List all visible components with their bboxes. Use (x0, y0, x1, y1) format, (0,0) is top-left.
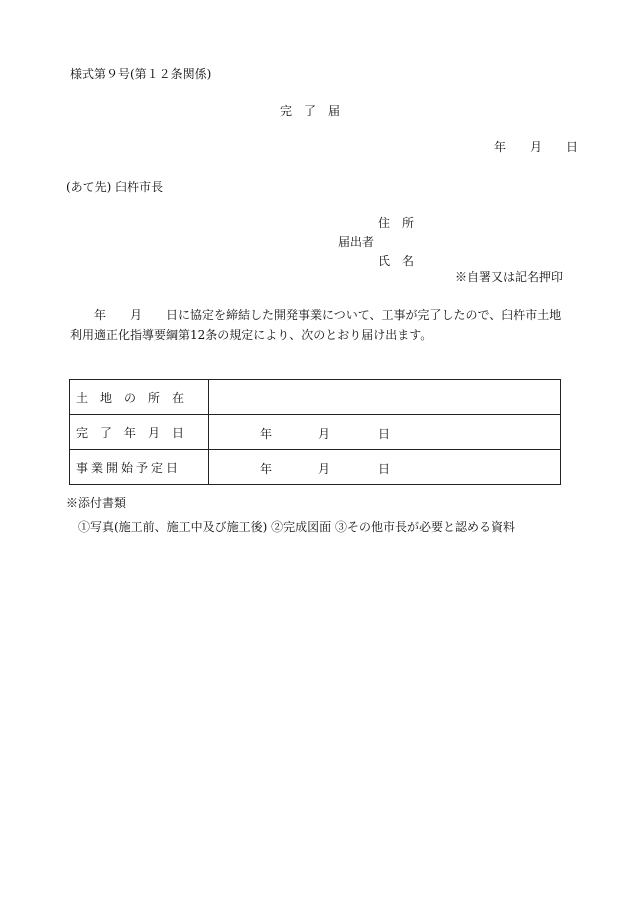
completion-date-label: 完 了 年 月 日 (70, 415, 209, 450)
body-text: 年 月 日に協定を締結した開発事業について、工事が完了したので、臼杵市土地利用適正化指導要綱第12条の規定により、次のとおり届け出ます。 (70, 308, 562, 342)
completion-date-value (209, 415, 561, 450)
addressee: (あて先) 臼杵市長 (66, 180, 164, 194)
day-text: 日 (378, 462, 391, 476)
year-text: 年 (260, 462, 273, 476)
month-text: 月 (318, 427, 331, 441)
form-number: 様式第９号(第１２条関係) (70, 67, 212, 81)
attachments-list: ①写真(施工前、施工中及び施工後) ②完成図面 ③その他市長が必要と認める資料 (78, 520, 515, 534)
address-label: 住 所 (378, 216, 415, 230)
info-table (69, 379, 561, 485)
name-label: 氏 名 (378, 254, 415, 268)
document-title: 完 了 届 (280, 104, 341, 118)
day-text: 日 (378, 427, 391, 441)
month-text: 月 (318, 462, 331, 476)
table-row (70, 415, 561, 450)
location-label: 土 地 の 所 在 (70, 380, 209, 415)
year-text: 年 (260, 427, 273, 441)
signature-note: ※自署又は記名押印 (455, 270, 564, 284)
location-value (209, 380, 561, 415)
table-row (70, 450, 561, 485)
start-date-label: 事業開始予定日 (70, 450, 209, 485)
table-row (70, 380, 561, 415)
submission-date: 年 月 日 (494, 140, 579, 154)
notifier-label: 届出者 (338, 235, 375, 249)
start-date-value (209, 450, 561, 485)
attachments-title: ※添付書類 (66, 496, 127, 510)
